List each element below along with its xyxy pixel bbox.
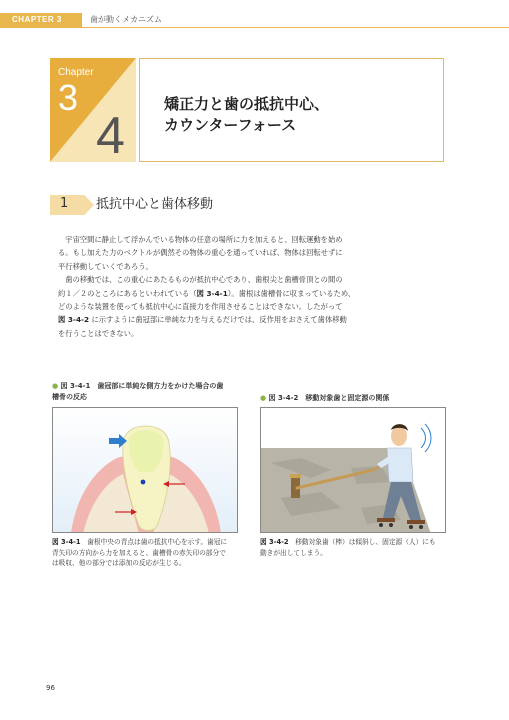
p1-line: る。もし加えた力のベクトルが偶然その物体の重心を通っていれば、物体は回転せずに [58, 248, 343, 258]
figure-2-caption-bottom [260, 537, 450, 558]
figure-1-caption-bottom-text: 歯根中央の青点は歯の抵抗中心を示す。歯冠に [80, 538, 228, 546]
section-title-line-1: 矯正力と歯の抵抗中心、 [164, 95, 330, 113]
figure-1-caption-line [52, 381, 242, 392]
subsection-number-tab [50, 195, 94, 215]
p2-line [58, 287, 442, 300]
figure-1-caption-bottom-line: 青矢印の方向から力を加えると、歯槽骨の赤矢印の部分で [52, 548, 226, 557]
skate-wheel [379, 523, 383, 527]
section-title-box [139, 58, 444, 162]
chapter-running-title: 歯が動くメカニズム [90, 15, 162, 24]
p1-line: 宇宙空間に静止して浮かんでいる物体の任意の場所に力を加えると、回転運動を始め [65, 235, 343, 244]
chapter-tab: CHAPTER 3 [0, 13, 82, 27]
figure-2-caption-top [260, 393, 450, 404]
chapter-number: 3 [58, 77, 79, 118]
figure-1-caption-bottom-line [52, 537, 242, 548]
figure-1-caption-text: 図 3-4-1 歯冠部に単純な側方力をかけた場合の歯 [60, 382, 224, 390]
figure-2-caption-bottom-text: 移動対象歯（棒）は傾斜し、固定源（人）にも [288, 538, 436, 546]
anchorage-illustration [261, 408, 446, 533]
person-head [391, 426, 407, 446]
bullet-icon: ● [260, 394, 267, 402]
paragraph-1 [58, 233, 442, 273]
skate-wheel [389, 523, 393, 527]
skate-wheel [409, 525, 413, 529]
paragraph-2 [58, 273, 442, 340]
p2-text: ）。歯根は歯槽骨に収まっているため、 [227, 288, 356, 298]
header-rule [0, 27, 509, 28]
p1-line: 平行移動していくであろう。 [58, 261, 153, 271]
p2-line: 歯の移動では、この重心にあたるものが抵抗中心であり、歯根尖と歯槽骨頂との間の [65, 275, 343, 285]
bullet-icon: ● [52, 382, 59, 390]
chapter-badge [50, 58, 136, 165]
figure-2-caption-text: 図 3-4-2 移動対象歯と固定源の関係 [268, 394, 390, 402]
figure-1-caption-bottom [52, 537, 242, 569]
post-cap [290, 474, 301, 478]
figure-2-caption-bottom-line [260, 537, 450, 548]
section-number: 4 [96, 107, 125, 165]
figure-1-caption-line: 槽骨の反応 [52, 393, 87, 401]
subsection-heading [50, 195, 445, 215]
figure-1-caption-top [52, 381, 242, 403]
p2-line: を行うことはできない。 [58, 328, 139, 338]
skate-right [407, 520, 425, 524]
p2-text: に示すように歯冠部に単純な力を与えるだけでは、反作用をおさえて歯体移動 [89, 315, 347, 325]
subsection-title: 抵抗中心と歯体移動 [96, 197, 214, 212]
skate-left [377, 518, 395, 522]
figure-1-caption-bottom-line: は吸収、他の部分では添加の反応が生じる。 [52, 559, 186, 567]
p2-line [58, 313, 442, 326]
figure-1-frame [52, 407, 238, 533]
section-title-line-2: カウンターフォース [164, 116, 297, 134]
body-text [58, 233, 442, 340]
page-number: 96 [46, 684, 55, 692]
figure-ref-3-4-2: 図 3-4-2 [58, 315, 90, 325]
tooth-diagram [53, 408, 238, 533]
figure-ref-3-4-1: 図 3-4-1 [196, 288, 228, 298]
p2-line: どのような装置を使っても抵抗中心に直接力を作用させることはできない。したがって [58, 302, 343, 312]
figure-2-caption-bottom-line: 動きが出してしまう。 [260, 548, 327, 557]
p2-text: 約１／２のところにあるといわれている（ [58, 288, 197, 298]
person-shirt [387, 448, 413, 482]
subsection-number: 1 [60, 196, 69, 211]
chapter-word: Chapter [58, 67, 94, 78]
skate-wheel [419, 525, 423, 529]
figure-2-frame [260, 407, 446, 533]
figure-2-label: 図 3-4-2 [260, 538, 289, 546]
resistance-center-dot [141, 480, 146, 485]
figure-1-label: 図 3-4-1 [52, 538, 81, 546]
